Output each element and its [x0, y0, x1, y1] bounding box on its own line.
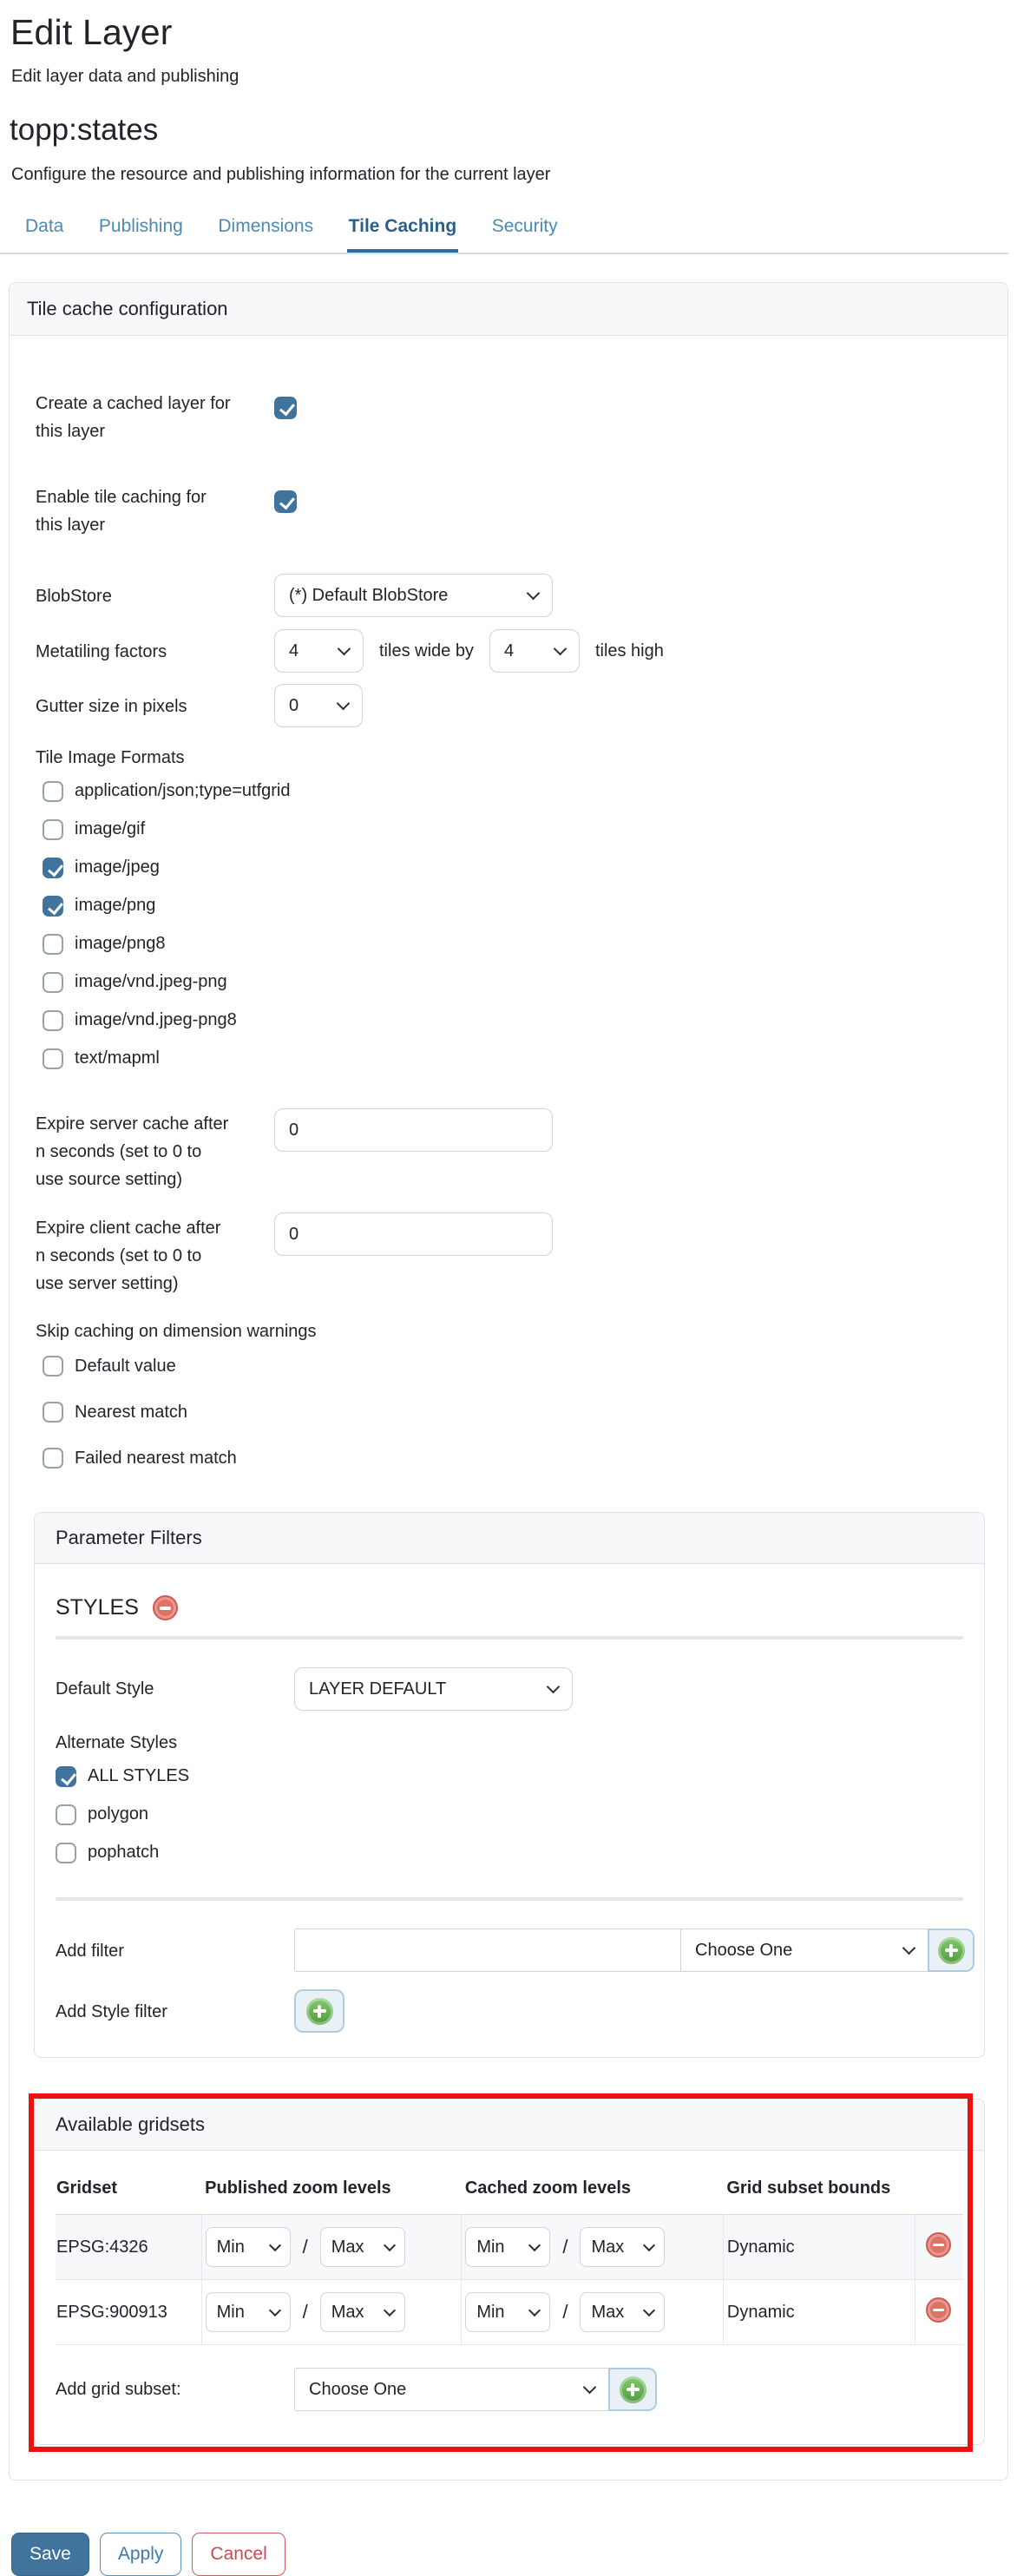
divider [56, 1897, 963, 1901]
chevron-down-icon [554, 642, 568, 656]
format-vnd-jpeg-png8-checkbox[interactable] [43, 1010, 63, 1031]
format-utfgrid-checkbox[interactable] [43, 781, 63, 802]
add-filter-label: Add filter [56, 1942, 124, 1961]
layer-description: Configure the resource and publishing information for the current layer [11, 165, 551, 184]
tab-tile-caching[interactable]: Tile Caching [347, 207, 458, 253]
add-grid-subset-label: Add grid subset: [56, 2379, 181, 2399]
parameter-filters-fieldset [34, 1512, 985, 2058]
cached-max-value: Max [591, 2302, 625, 2322]
published-max-value: Max [331, 2302, 364, 2322]
format-vnd-jpeg-png-label: image/vnd.jpeg-png [75, 972, 227, 991]
alternate-styles-label: Alternate Styles [56, 1733, 178, 1752]
styles-heading: STYLES [56, 1595, 139, 1620]
expire-server-label: Expire server cache after n seconds (set to 0 to use source setting) [36, 1114, 229, 1189]
save-button[interactable]: Save [11, 2533, 89, 2576]
chevron-down-icon [269, 2303, 281, 2316]
add-grid-subset-select[interactable] [294, 2368, 609, 2411]
failed-nearest-match-checkbox[interactable] [43, 1448, 63, 1469]
skip-warning-row [43, 1439, 990, 1477]
default-style-select[interactable] [294, 1667, 573, 1711]
cached-max-value: Max [591, 2237, 625, 2257]
gridsets-table [56, 2165, 963, 2345]
cached-min-value: Min [476, 2237, 505, 2257]
tile-cache-panel-title: Tile cache configuration [10, 283, 1007, 336]
tab-data[interactable]: Data [25, 216, 64, 236]
expire-server-row [36, 1108, 990, 1193]
add-grid-subset-value: Choose One [309, 2379, 407, 2399]
expire-client-input[interactable] [274, 1212, 553, 1256]
action-buttons [11, 2533, 1017, 2576]
pophatch-checkbox[interactable] [56, 1843, 76, 1863]
format-png8-checkbox[interactable] [43, 934, 63, 955]
create-cached-checkbox[interactable] [274, 397, 297, 419]
chevron-down-icon [337, 697, 351, 711]
polygon-checkbox[interactable] [56, 1804, 76, 1825]
remove-gridset-icon[interactable] [926, 2232, 951, 2257]
cached-min-select[interactable] [465, 2292, 550, 2332]
plus-icon [306, 1998, 333, 2025]
create-cached-row [36, 388, 990, 445]
gridset-row-epsg900913 [56, 2280, 963, 2345]
default-value-checkbox[interactable] [43, 1356, 63, 1377]
tile-image-formats [36, 748, 990, 1074]
tile-cache-panel [9, 282, 1008, 2481]
chevron-down-icon [902, 1942, 916, 1955]
cached-max-select[interactable] [580, 2227, 665, 2267]
default-style-row [56, 1667, 963, 1711]
published-min-value: Min [216, 2237, 245, 2257]
parameter-filters-title: Parameter Filters [35, 1513, 984, 1564]
zoom-separator: / [302, 2236, 308, 2257]
format-row [43, 967, 990, 997]
blobstore-select[interactable] [274, 574, 553, 617]
format-vnd-jpeg-png8-label: image/vnd.jpeg-png8 [75, 1010, 237, 1029]
gridsets-wrapper [27, 2099, 990, 2445]
skip-warnings-section [36, 1322, 990, 1477]
available-gridsets-fieldset [34, 2099, 985, 2445]
published-min-value: Min [216, 2302, 245, 2322]
gutter-select[interactable] [274, 684, 363, 727]
format-row [43, 1043, 990, 1074]
gutter-value: 0 [289, 695, 299, 715]
expire-server-input[interactable] [274, 1108, 553, 1152]
gridsets-header-row [56, 2165, 963, 2215]
skip-warning-row [43, 1347, 990, 1385]
enable-caching-label: Enable tile caching for this layer [36, 488, 207, 535]
zoom-separator: / [562, 2236, 568, 2257]
zoom-separator: / [562, 2301, 568, 2323]
format-png-label: image/png [75, 896, 156, 915]
col-cached-zoom: Cached zoom levels [464, 2178, 631, 2198]
format-row [43, 1005, 990, 1035]
cached-min-value: Min [476, 2302, 505, 2322]
format-png-checkbox[interactable] [43, 896, 63, 917]
metatiling-after-text: tiles high [594, 641, 664, 660]
enable-caching-checkbox[interactable] [274, 490, 297, 513]
skip-warnings-label: Skip caching on dimension warnings [36, 1322, 317, 1341]
chevron-down-icon [583, 2381, 597, 2395]
format-jpeg-label: image/jpeg [75, 858, 160, 877]
layer-name: topp:states [10, 113, 159, 147]
page-subtitle: Edit layer data and publishing [11, 67, 239, 86]
add-grid-subset-row [56, 2345, 963, 2420]
skip-warning-row [43, 1393, 990, 1431]
grid-subset-bounds-value: Dynamic [723, 2215, 915, 2280]
add-style-filter-button[interactable] [294, 1989, 344, 2033]
format-row [43, 890, 990, 921]
col-gridset: Gridset [56, 2178, 118, 2198]
add-filter-row [56, 1929, 963, 1972]
polygon-label: polygon [88, 1804, 149, 1824]
available-gridsets-title: Available gridsets [35, 2100, 984, 2151]
col-grid-subset-bounds: Grid subset bounds [726, 2178, 891, 2198]
gutter-row [36, 684, 990, 727]
remove-styles-filter-icon[interactable] [153, 1595, 178, 1620]
published-min-select[interactable] [206, 2227, 291, 2267]
published-min-select[interactable] [206, 2292, 291, 2332]
chevron-down-icon [269, 2238, 281, 2251]
format-row [43, 929, 990, 959]
metatiling-label: Metatiling factors [36, 642, 167, 661]
format-gif-checkbox[interactable] [43, 819, 63, 840]
page-title: Edit Layer [10, 12, 173, 52]
add-style-filter-row [56, 1989, 963, 2033]
zoom-separator: / [302, 2301, 308, 2323]
col-published-zoom: Published zoom levels [205, 2178, 391, 2198]
alt-style-row [56, 1837, 963, 1868]
format-png8-label: image/png8 [75, 934, 166, 953]
format-utfgrid-label: application/json;type=utfgrid [75, 781, 291, 800]
format-vnd-jpeg-png-checkbox[interactable] [43, 972, 63, 993]
blobstore-row [36, 574, 990, 617]
all-styles-label: ALL STYLES [88, 1766, 190, 1785]
gutter-label: Gutter size in pixels [36, 697, 187, 716]
tab-dimensions[interactable]: Dimensions [218, 216, 314, 236]
tab-publishing[interactable]: Publishing [98, 216, 183, 236]
metatiling-between-text: tiles wide by [379, 641, 474, 660]
default-value-label: Default value [75, 1356, 176, 1376]
metatiling-row [36, 629, 990, 673]
failed-nearest-match-label: Failed nearest match [75, 1448, 237, 1468]
apply-button[interactable]: Apply [100, 2533, 182, 2576]
gridset-name: EPSG:4326 [56, 2237, 148, 2257]
format-row [43, 814, 990, 844]
add-style-filter-label: Add Style filter [56, 2002, 167, 2021]
cached-min-select[interactable] [465, 2227, 550, 2267]
chevron-down-icon [338, 642, 351, 656]
tab-security[interactable]: Security [491, 216, 558, 236]
alt-style-row [56, 1761, 963, 1791]
tile-image-formats-label: Tile Image Formats [36, 748, 185, 767]
nearest-match-checkbox[interactable] [43, 1402, 63, 1423]
expire-client-row [36, 1212, 990, 1298]
chevron-down-icon [547, 1680, 561, 1694]
format-mapml-checkbox[interactable] [43, 1048, 63, 1069]
divider [56, 1636, 963, 1640]
chevron-down-icon [643, 2303, 655, 2316]
blobstore-label: BlobStore [36, 587, 112, 606]
alt-style-row [56, 1799, 963, 1830]
add-filter-button[interactable] [928, 1929, 974, 1972]
published-max-select[interactable] [320, 2292, 405, 2332]
metatiling-high-value: 4 [503, 641, 515, 660]
add-filter-type-select[interactable] [680, 1929, 928, 1972]
enable-caching-row [36, 482, 990, 539]
format-jpeg-checkbox[interactable] [43, 858, 63, 878]
default-style-value: LAYER DEFAULT [309, 1679, 447, 1699]
add-filter-input[interactable] [294, 1929, 681, 1972]
plus-icon [620, 2376, 646, 2403]
chevron-down-icon [384, 2303, 396, 2316]
format-row [43, 776, 990, 806]
format-row [43, 852, 990, 883]
add-grid-subset-button[interactable] [608, 2368, 657, 2411]
styles-heading-row [56, 1595, 963, 1620]
metatiling-wide-select[interactable] [274, 629, 364, 673]
blobstore-value: (*) Default BlobStore [289, 585, 449, 605]
chevron-down-icon [527, 587, 541, 601]
default-style-label: Default Style [56, 1679, 154, 1699]
metatiling-wide-value: 4 [289, 641, 299, 660]
expire-client-label: Expire client cache after n seconds (set to 0 to use server setting) [36, 1219, 221, 1293]
alternate-styles-section [56, 1733, 963, 1868]
pophatch-label: pophatch [88, 1843, 160, 1862]
nearest-match-label: Nearest match [75, 1402, 188, 1422]
tab-bar [0, 207, 1017, 254]
all-styles-checkbox[interactable] [56, 1766, 76, 1787]
create-cached-label: Create a cached layer for this layer [36, 394, 231, 441]
chevron-down-icon [384, 2238, 396, 2251]
format-mapml-label: text/mapml [75, 1048, 160, 1068]
published-max-value: Max [331, 2237, 364, 2257]
format-gif-label: image/gif [75, 819, 146, 838]
chevron-down-icon [528, 2303, 541, 2316]
chevron-down-icon [528, 2238, 541, 2251]
remove-gridset-icon[interactable] [926, 2297, 951, 2323]
gridset-name: EPSG:900913 [56, 2302, 167, 2322]
chevron-down-icon [643, 2238, 655, 2251]
cached-max-select[interactable] [580, 2292, 665, 2332]
cancel-button[interactable]: Cancel [192, 2533, 285, 2576]
plus-icon [938, 1937, 965, 1964]
metatiling-high-select[interactable] [489, 629, 580, 673]
gridset-row-epsg4326 [56, 2215, 963, 2280]
published-max-select[interactable] [320, 2227, 405, 2267]
grid-subset-bounds-value: Dynamic [723, 2280, 915, 2345]
add-filter-type-value: Choose One [695, 1940, 793, 1960]
